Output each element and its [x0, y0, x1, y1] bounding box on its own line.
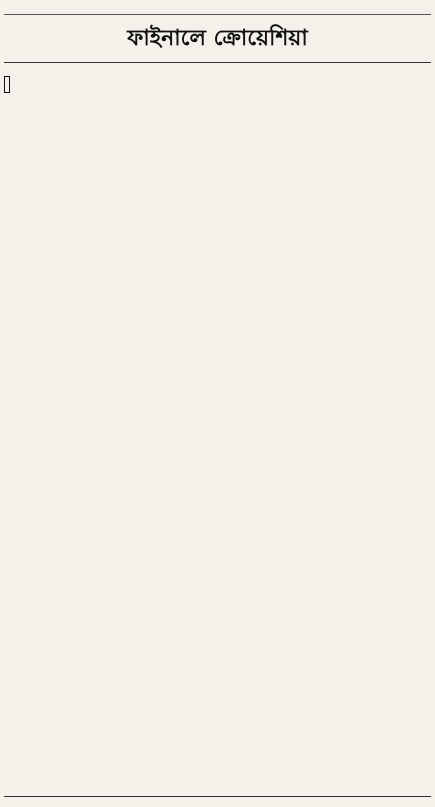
next-article-heading: [4, 796, 431, 807]
continuation-tag: [4, 76, 10, 93]
previous-article-tail: [4, 0, 431, 15]
article-headline: ফাইনালে ক্রোয়েশিয়া: [127, 26, 308, 51]
headline-divider: [4, 62, 431, 63]
article-body: [4, 76, 431, 93]
